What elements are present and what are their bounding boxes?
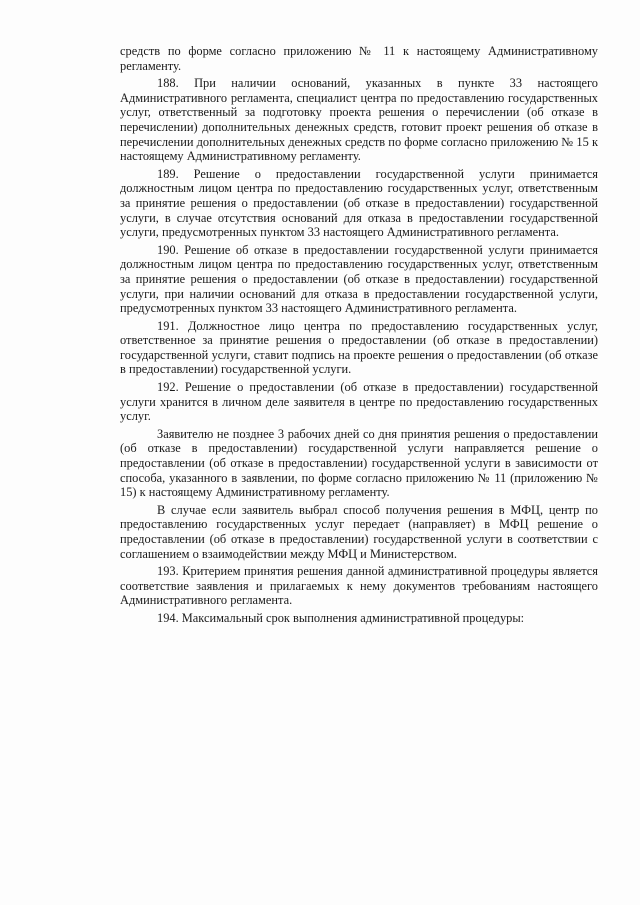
paragraph-188: 188. При наличии оснований, указанных в пункте 33 настоящего Административного регламента, специалист центра по предоставлению государственных услуг, ответственный за подготовку проекта решения о перечислении (об отказе в перечислении) дополнительных денежных средств, готовит проект решения об отказе в перечислении дополнительных денежных средств по форме согласно приложению № 15 к настоящему Административному регламенту. <box>120 76 598 164</box>
paragraph-190: 190. Решение об отказе в предоставлении государственной услуги принимается должностным лицом центра по предоставлению государственных услуг, ответственным за принятие решения о предоставлении (об отказе в предоставлении) государственной услуги, при наличии оснований для отказа в предоставлении государственной услуги, предусмотренных пунктом 33 настоящего Административного регламента. <box>120 242 598 316</box>
paragraph-194: 194. Максимальный срок выполнения административной процедуры: <box>157 610 525 625</box>
paragraph-192: 192. Решение о предоставлении (об отказе в предоставлении) государственной услуги хранится в личном деле заявителя в центре по предоставлению государственных услуг. <box>120 380 598 424</box>
paragraph-192-notice: Заявителю не позднее 3 рабочих дней со дня принятия решения о предоставлении (об отказе в предоставлении) государственной услуги направляется решение о предоставлении (об отказе в предоставлении) государственной услуги в зависимости от способа, указанного в заявлении, по форме согласно приложению № 11 (приложению № 15) к настоящему Административному регламенту. <box>120 426 598 500</box>
paragraph-continuation: средств по форме согласно приложению № 11 к настоящему Административному регламенту. <box>120 44 598 73</box>
paragraph-191: 191. Должностное лицо центра по предоставлению государственных услуг, ответственное за принятие решения о предоставлении (об отказе в предоставлении) государственной услуги, ставит подпись на проекте решения о предоставлении (об отказе в предоставлении) государственной услуги. <box>120 318 598 377</box>
paragraph-189: 189. Решение о предоставлении государственной услуги принимается должностным лицом центра по предоставлению государственных услуг, ответственным за принятие решения о предоставлении (об отказе в предоставлении) государственной услуги, в случае отсутствия оснований для отказа в предоставлении государственной услуги, предусмотренных пунктом 33 настоящего Административного регламента. <box>120 166 598 240</box>
document-body <box>120 44 598 626</box>
paragraph-192-mfc: В случае если заявитель выбрал способ получения решения в МФЦ, центр по предоставлению государственных услуг передает (направляет) в МФЦ решение о предоставлении (об отказе в предоставлении) государственной услуги в соответствии с соглашением о взаимодействии между МФЦ и Министерством. <box>120 502 598 561</box>
paragraph-193: 193. Критерием принятия решения данной административной процедуры является соответствие заявления и прилагаемых к нему документов требованиям настоящего Административного регламента. <box>120 564 598 608</box>
